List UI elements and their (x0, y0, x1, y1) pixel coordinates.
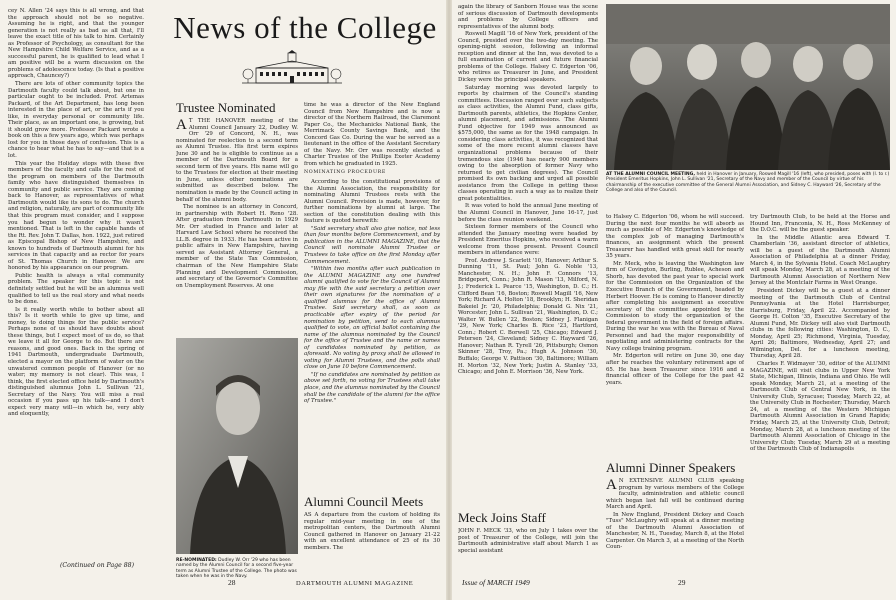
col1-paragraph: Is it really worth while to bother about all this? Is it worth while to give up time, and money, to doing things for the public service? Perhaps none of us should have doubts about these things, but I expect most of us do, so that we leave it all for George to do. But there are reasons, and good ones. Back in the spring of 1941 Dartmouth, undergraduate Dartmouth, elected a mayor on the platform of water on the unwatered common people of Hanover (or no water; my memory is not clear). This was, I think, the first elected office held by Dartmouth's distinguished alumnus John L. Sullivan '21, Secretary of the Navy. You will miss a real occasion if you pass up his talk—and I don't expect very many will—in which he, very ably and eloquently, (8, 306, 144, 418)
left-photo-caption: RE-NOMINATED: Dudley W. Orr '29 who has been named by the Alumni Council for a second five-year term as Alumni Trustee of the College. The photo was taken when he was in the Navy. (176, 558, 297, 580)
right-col1-paragraph: Saturday morning was devoted largely to reports by chairmen of the Council's standing committees. Discussion ranged over such subjects as class activities, the Alumni Fund, class gifts, Dartmouth parents, athletics, the Hopkins Center, alumni placement, and admissions. The Alumni Fund objective for 1949 was announced as $575,000, the same as for the 1948 campaign. In considering class activities, it was recognized that some of the more recent alumni classes have organizational problems because of their tremendous size (1946 has nearly 900 members owing to the absorption of former Navy who returned to get civilian degrees). The Council promised its own backing and urged all possible assistance from the College in getting these classes operating in such a way as to realize their great potentialities. (458, 84, 598, 202)
right-page (452, 0, 896, 600)
col3-paragraph: time he was a director of the New England Council from New Hampshire and is now a director of the Northern Railroad, the Claremont Paper Co., the Mechanicks National Bank, the Merrimack County Savings Bank, and the Concord Gas Co. During the war he served as a lieutenant in the office of the Assistant Secretary of the Navy. Mr. Orr was recently elected a Charter Trustee of the Phillips Exeter Academy from which he graduated in 1925. (304, 102, 440, 167)
council-meeting-group-photo (606, 4, 890, 170)
continued-line: (Continued on Page 88) (60, 562, 135, 569)
right-col2-paragraph: Mr. Meck, who is leaving the Washington law firm of Covington, Burling, Rublee, Acheson and Shorb, has devoted the past year to special work for the Commission on the Organization of the Executive Branch of the Government, headed by Herbert Hoover. He is coming to Hanover directly after completing his assignment as executive secretary of the committee appointed by the Commission to study the organization of the federal government in the field of foreign affairs. During the war he was with the Bureau of Naval Personnel and had the major responsibility of negotiating and administering contracts for the Navy college training program. (606, 260, 744, 352)
col1-paragraph: cey N. Allen '24 says this is all wrong, and that the approach should not be so negative. Assuming he is right, and that the younger generation is not really as bad as all that, I'll leave the exact title of his talk to him. Certainly as Professor of Psychology, as consultant for the New Hampshire Child Welfare Service, and as a successful parent, he is qualified to lead what I am positive will be a warm discussion on the problems of adolescence today. (Is that a positive approach, Chauncey?) (8, 8, 144, 80)
council-meets-paragraph: AS A departure from the custom of holding its regular mid-year meeting in one of the metropolitan centers, the Dartmouth Alumni Council gathered in Hanover on January 21-22 with an excellent attendance of 25 of its 30 members. The (304, 512, 440, 551)
nominating-quote: "Within two months after such publication in the ALUMNI MAGAZINE any one hundred alumni qualified to vote for the Council of Alumni may file with the said secretary a petition over their own signatures for the nomination of a qualified alumnus for the office of Alumni Trustee. Said secretary shall, as soon as practicable after expiry of the period for nomination by petition, send to each alumnus qualified to vote, an official ballot containing the name of the alumnus nominated by the Council for the office of Trustee and the name or names of candidates nominated by petition, as aforesaid. No voting by proxy shall be allowed in voting for Alumni Trustees, and the polls shall close on June 10 before Commencement. (304, 266, 440, 371)
page-title: News of the College (173, 10, 437, 45)
right-photo-caption: AT THE ALUMNI COUNCIL MEETING, held in Hanover in January, Roswell Magill '16 (left), who presided, poses with (l. to r.) President Emeritus Hopkins, John L. Sullivan '21, Secretary of the Navy and member of the Council by virtue of his chairmanship of the executive committee of the General Alumni Association, and Sidney C. Hayward '26, Secretary of the College and also of the Council. (606, 172, 890, 194)
right-col1-paragraph: Sixteen former members of the Council who attended the January meeting were headed by President Emeritus Hopkins, who received a warm welcome from those present. Present Council members in attendance were: (458, 224, 598, 257)
right-col3-paragraph: try Dartmouth Club, to be held at the Horse and Hound Inn, Franconia, N. H., Ross McKenney of the D.O.C. will be the guest speaker. (750, 214, 890, 234)
right-folio-number: 29 (678, 578, 686, 587)
right-col3-paragraph: In the Middle Atlantic area Edward T. Chamberlain '36, assistant director of athletics, will be a guest of the Dartmouth Alumni Association of Philadelphia at a dinner Friday, March 4, in the Sylvania Hotel. Coach McLaughry will speak Monday, March 28, at a meeting of the Dartmouth Alumni Association of Northern New Jersey at the Montclair Farms in West Orange. (750, 234, 890, 287)
right-column-3 (750, 214, 890, 570)
dinner-paragraph: In New England, President Dickey and Coach "Tuss" McLaughry will speak at a dinner meeting of the Dartmouth Alumni Association of Manchester, N. H., Tuesday, March 8, at the Hotel Carpenter. On March 3, at a meeting of the North Coun- (606, 511, 744, 551)
right-col1-paragraph: again the library of Sanborn House was the scene of serious discussion of Dartmouth developments and problems by College officers and representatives of the alumni body. (458, 4, 598, 30)
nominating-quote: "Said secretary shall also give notice, not less than four months before Commencement, and by publication in the ALUMNI MAGAZINE, that the Council will nominate Alumni Trustee or Trustees to take office on the first Monday after Commencement. (304, 225, 440, 265)
nominating-paragraph: According to the constitutional provisions of the Alumni Association, the responsibility for nominating Alumni Trustees rests with the Alumni Council. Provision is made, however, for further nominations by alumni at large. The section of the constitution dealing with this feature is quoted herewith: (304, 179, 440, 225)
right-col3-paragraph: President Dickey will be a guest at a dinner meeting of the Dartmouth Club of Central Pennsylvania at the Hotel Harrisburger, Harrisburg, Friday, April 22. Accompanied by George H. Colton '35, Executive Secretary of the Alumni Fund, Mr. Dickey will also visit Dartmouth clubs in the following cities: Washington, D. C., Monday, April 25; Richmond, Virginia, Tuesday, April 26; Baltimore, Wednesday, April 27; and Wilmington, Del. for a luncheon meeting, Thursday, April 28. (750, 288, 890, 360)
council-meets-heading: Alumni Council Meets (304, 494, 424, 509)
nominating-quote: "If no candidates are nominated by petition as above set forth, no voting for Trustees shall take place, and the alumnus nominated by the Council shall be the candidate of the alumni for the office of Trustee." (304, 371, 440, 405)
right-col2-paragraph: to Halsey C. Edgerton '06, whom he will succeed. During the next four months he will absorb as much as possible of Mr. Edgerton's knowledge of the complex job of managing Dartmouth's finances, an assignment which the present Treasurer has handled with great skill for nearly 35 years. (606, 214, 744, 260)
right-col1-paragraph: Prof. Andrew J. Scarlett '10, Hanover; Arthur S. Dunning '11, St. Paul; John G. Noble '13, Manchester, N. H.; John F. Connors '13, Bridgeport, Conn.; John R. Mason '13, Milford, N. J.; Frederick L. Pearce '15, Washington, D. C.; H. Clifford Bean '16, Boston; Roswell Magill '16, New York; Richard A. Holton '18, Brooklyn; H. Sheridan Bakeiel Jr. '20, Philadelphia; Donald G. Nix '21, Worcester; John L. Sullivan '21, Washington, D. C.; Walter W. Bullen '22, Boston; Sidney J. Flanigan '29, New York; Charles B. Rice '23, Hartford, Conn.; Robert C. Borwell '25, Chicago; Edward J. Petersen '24, Cleveland; Sidney C. Hayward '26, Hanover; Nathan R. Tyrell '26, Pittsburgh; Osmon Skinner '28, Troy, Pa.; Hugh A. Johnson '30, Buffalo; George V. Pattison '30, Baltimore; William H. Morton '32, New York; Justin A. Stanley '33, Chicago; and John E. Morrison '36, New York. (458, 257, 598, 376)
trustee-paragraph: A T THE HANOVER meeting of the Alumni Council January 22, Dudley W. Orr '29 of Concord, N. H., was nominated for reelection to a second term as Alumni Trustee. His first term expires June 30 and he is eligible to continue as a member of the Dartmouth Board for a second term of five years. His name will go to the Trustees for election at their meeting in June, unless other nominations are submitted as described below. The nomination is made by the Council acting in behalf of the alumni body. (176, 118, 298, 203)
col1-paragraph: There are lots of other community topics the Dartmouth faculty could talk about, but one in particular ought to be included. Prof. Artemas Packard, of the Art Department, has long been interested in the place of art, or the arts if you like, in everyday personal or community life. Their place, as an important one, is growing, but it should grow more. Professor Packard wrote a book on this a few years ago, which was perhaps lost for you in those days of confusion. This is a chance to hear what he has to say—and that is a lot. (8, 81, 144, 160)
right-col1-paragraph: Roswell Magill '16 of New York, president of the Council, presided over the two-day meeting. The opening-night session, following an informal reception and dinner at the Inn, was devoted to a full examination of current and future financial problems of the College. Halsey C. Edgerton '06, who retires as Treasurer in June, and President Dickey were the principal speakers. (458, 31, 598, 84)
col1-paragraph: This year the Holiday stops with these five members of the faculty and calls for the rest of the program on members of the Dartmouth family who have distinguished themselves in community and public service. They are coming back to Hanover, as representatives of what Dartmouth would like its sons to do. The church and religion, naturally, are part of community life that this program must consider, and I suppose you had begun to wonder why it wasn't mentioned. That is left in the capable hands of the Rt. Rev. John T. Dallas, hon. 1922, just retired as Episcopal Bishop of New Hampshire, and known to hundreds of Dartmouth alumni for his services in that capacity and as rector for years of St. Thomas Church in Hanover. We are honored by his appearance on our program. (8, 160, 144, 272)
meck-paragraph: JOHN F. MECK '33, who on July 1 takes over the post of Treasurer of the College, will join the Dartmouth administrative staff about March 1 as special assistant (458, 528, 598, 554)
right-col1-paragraph: It was voted to hold the annual June meeting of the Alumni Council in Hanover, June 16-17, just before the class reunion weekend. (458, 203, 598, 223)
nominating-subhead: NOMINATING PROCEDURE (304, 170, 386, 176)
dinner-paragraph: A N EXTENSIVE ALUMNI CLUB speaking program by various members of the College faculty, administration and athletic council which began last fall will be continued during March and April. (606, 478, 744, 511)
col1-paragraph: Public health is always a vital community problem. The speaker for this topic is not definitely settled but he will be an alumnus well qualified to tell us the real story and what needs to be done. (8, 272, 144, 306)
right-column-1 (458, 4, 598, 484)
dudley-orr-portrait-photo (176, 338, 298, 554)
right-column-2 (606, 214, 744, 494)
left-folio-number: 28 (228, 578, 236, 587)
dinner-heading: Alumni Dinner Speakers (606, 460, 736, 475)
college-building-illustration (242, 50, 342, 88)
right-col2-paragraph: Mr. Edgerton will retire on June 30, one day after he reaches the voluntary retirement age of 65. He has been Treasurer since 1916 and a financial officer of the College for the past 42 years. (606, 353, 744, 386)
issue-line: Issue of MARCH 1949 (462, 578, 530, 587)
left-column-1 (8, 8, 144, 563)
trustee-heading: Trustee Nominated (176, 100, 276, 115)
council-meets-article (304, 512, 440, 564)
meck-heading: Meck Joins Staff (458, 510, 546, 525)
meck-article (458, 528, 598, 570)
dinner-article (606, 478, 744, 570)
trustee-paragraph: The nominee is an attorney in Concord, in partnership with Robert H. Reno '28. After graduation from Dartmouth in 1929 Mr. Orr studied in France and later at Harvard Law School where he received the LL.B. degree in 1933. He has been active in public affairs in New Hampshire, having served as Assistant Attorney General, a member of the State Tax Commission, chairman of the New Hampshire State Planning and Development Commission, and secretary of the Governor's Committee on Unemployment Reserves. At one (176, 204, 298, 289)
left-folio-magazine: DARTMOUTH ALUMNI MAGAZINE (296, 580, 414, 587)
left-column-3 (304, 102, 440, 490)
right-col3-paragraph: Charles F. Widmayer '30, editor of the ALUMNI MAGAZINE, will visit clubs in Upper New York State, Michigan, Illinois, Indiana and Ohio. He will speak Monday, March 21, at a meeting of the Dartmouth Club of Central New York, in the University Club, Syracuse; Tuesday, March 22, at the University Club in Rochester; Thursday, March 24, at a meeting of the Western Michigan Dartmouth Alumni Association in Grand Rapids; Friday, March 25, at the University Club, Detroit; Monday, March 28, at a luncheon meeting of the Dartmouth Alumni Association of Chicago in the University Club; Tuesday, March 29 at a meeting of the Dartmouth Club of Indianapolis (750, 361, 890, 453)
trustee-article (176, 118, 298, 332)
